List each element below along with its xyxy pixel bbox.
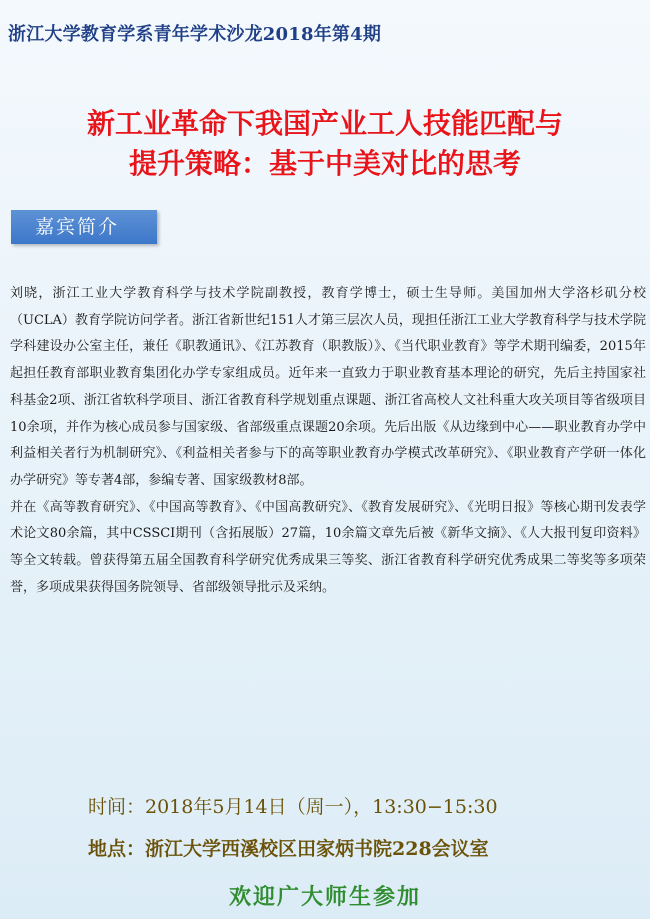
lecture-title-line-2: 提升策略：基于中美对比的思考 [128,147,521,180]
lecture-title [0,104,650,184]
guest-bio [10,281,646,601]
guest-bio-paragraph-2: 并在《高等教育研究》、《中国高等教育》、《中国高教研究》、《教育发展研究》、《光明日报》等核心期刊发表学术论文80余篇，其中CSSCI期刊（含拓展版）27篇，10余篇文章先后被《新华文摘》、《人大报刊复印资料》等全文转载。曾获得第五届全国教育科学研究优秀成果三等奖、浙江省教育科学研究优秀成果二等奖等多项荣誉，多项成果获得国务院领导、省部级领导批示及采纳。 [10,499,646,595]
event-location: 地点：浙江大学西溪校区田家炳书院228会议室 [88,838,489,860]
event-time: 时间：2018年5月14日（周一），13:30−15:30 [88,796,498,818]
lecture-title-line-1: 新工业革命下我国产业工人技能匹配与 [86,107,563,140]
guest-intro-label: 嘉宾简介 [11,210,157,244]
guest-bio-paragraph-1: 刘晓，浙江工业大学教育科学与技术学院副教授，教育学博士，硕士生导师。美国加州大学洛杉矶分校（UCLA）教育学院访问学者。浙江省新世纪151人才第三层次人员，现担任浙江工业大学教育科学与技术学院学科建设办公室主任，兼任《职教通讯》、《江苏教育（职教版）》、《当代职业教育》等学术期刊编委，2015年起担任教育部职业教育集团化办学专家组成员。近年来一直致力于职业教育基本理论的研究，先后主持国家社科基金2项、浙江省软科学项目、浙江省教育科学规划重点课题、浙江省高校人文社科重大攻关项目等省级项目10余项，并作为核心成员参与国家级、省部级重点课题20余项。先后出版《从边缘到中心——职业教育办学中利益相关者行为机制研究》、《利益相关者参与下的高等职业教育办学模式改革研究》、《职业教育产学研一体化办学研究》等专著4部，参编专著、国家级教材8部。 [10,286,646,488]
welcome-message: 欢迎广大师生参加 [228,884,421,910]
salon-series-header: 浙江大学教育学系青年学术沙龙2018年第4期 [8,24,382,45]
